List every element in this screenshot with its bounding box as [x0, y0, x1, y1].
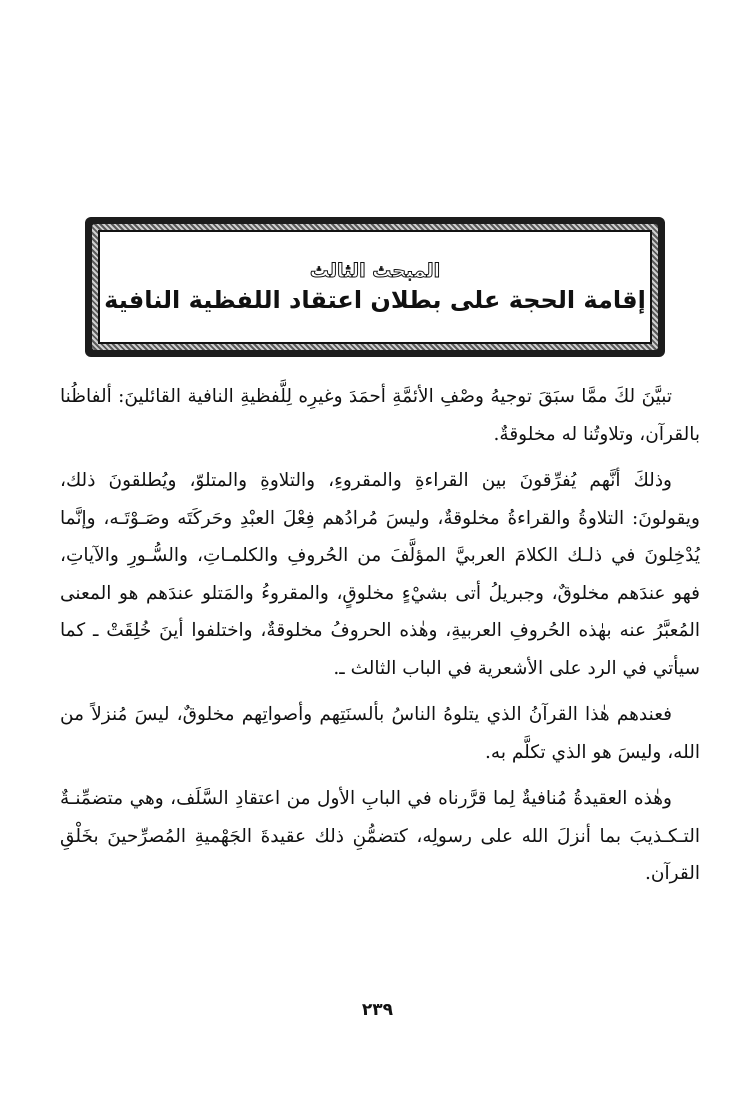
paragraph-text: فعندهم هٰذا القرآنُ الذي يتلوهُ الناسُ بألسنَتِهم وأصواتِهم مخلوقٌ، ليسَ مُنزلاً من الله، وليسَ هو الذي تكلَّم به.: [60, 704, 700, 763]
paragraph-text: وذلكَ أنَّهم يُفرِّقونَ بين القراءةِ والمقروءِ، والتلاوةِ والمتلوّ، ويُطلقونَ ذلك، ويقولونَ: التلاوةُ والقراءةُ مخلوقةٌ، وليسَ مُرادُهم فِعْلَ العبْدِ وحَركَتَه وصَـوْتَـه، وإنَّما يُدْخِلونَ في ذلـك الكلامَ العربيَّ المؤلَّفَ من الحُروفِ والكلمـاتِ، والسُّـورِ والآياتِ، فهو عندَهم مخلوقٌ، وجبريلُ أتى بشيْءٍ مخلوقٍ، والمقروءُ والمَتلو عندَهم هو المعنى المُعبَّرُ عنه بهٰذه الحُروفِ العربيةِ، وهٰذه الحروفُ مخلوقةٌ، واختلفوا أينَ خُلِقَتْ ـ كما سيأتي في الرد على الأشعرية في الباب الثالث ـ.: [60, 470, 700, 679]
title-box: [98, 230, 652, 344]
section-title: إقامة الحجة على بطلان اعتقاد اللفظية النافية: [104, 286, 646, 314]
body-text: [60, 378, 700, 902]
chapter-title-frame: [85, 217, 665, 357]
page-number: ٢٣٩: [361, 1000, 394, 1020]
paragraph: [60, 780, 700, 893]
paragraph: [60, 378, 700, 453]
section-subtitle: المبحث الثالث: [309, 260, 441, 282]
paragraph: [60, 696, 700, 771]
paragraph-text: وهٰذه العقيدةُ مُنافيةٌ لِما قرَّرناه في البابِ الأول من اعتقادِ السَّلَف، وهي متضمِّنـةٌ التـكـذيبَ بما أنزلَ الله على رسولِه، كتضمُّنِ ذلك عقيدةَ الجَهْميةِ المُصرِّحينَ بخَلْقِ القرآن.: [60, 788, 700, 884]
paragraph-text: تبيَّنَ لكَ ممَّا سبَقَ توجيهُ وصْفِ الأئمَّةِ أحمَدَ وغيرِه لِلَّفظيةِ النافية القائلينَ: ألفاظُنا بالقرآن، وتلاوتُنا له مخلوقةٌ.: [60, 386, 700, 445]
ornamental-border: [92, 224, 658, 350]
paragraph: [60, 462, 700, 687]
